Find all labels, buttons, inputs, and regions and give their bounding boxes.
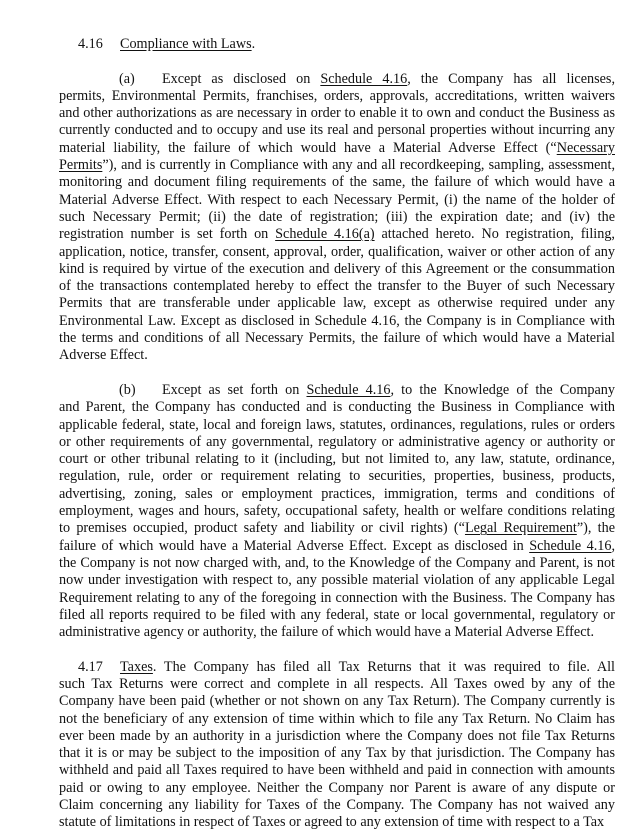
text-line [59, 538, 615, 555]
text-run: filed all reports required to be filed with any federal, state or local governmental, regulatory or [59, 606, 615, 623]
text-run: ever been made by an authority in a jurisdiction where the Company does not file Tax Returns [59, 727, 615, 744]
text-line [59, 244, 615, 261]
text-line [59, 659, 615, 676]
text-run: paid or owing to any employee. Neither the Company nor Parent is aware of any dispute or [59, 779, 615, 796]
section-number: 4.17 [78, 658, 103, 675]
text-run: or other requirements of any governmental, regulatory or administrative agency or authority or [59, 433, 615, 450]
text-run: employment, wages and hours, safety, occupational safety, health or welfare conditions relating [59, 503, 615, 520]
text-run: regulation, rule, order or requirement relating to securities, properties, business, products, [59, 468, 615, 485]
text-line [59, 278, 615, 295]
text-line [59, 607, 615, 624]
text-line [59, 762, 615, 779]
text-line [59, 676, 615, 693]
text-line [59, 503, 615, 520]
paragraph-b [59, 382, 615, 641]
text-run: the terms and conditions of all Necessary Permits, the failure of which would have a Material [59, 330, 615, 347]
text-run: of the transactions contemplated hereby to effect the transfer to the Buyer of such Necessary [59, 278, 615, 295]
text-line [59, 711, 615, 728]
text-line [59, 780, 615, 797]
paragraph-label: (b) [119, 381, 136, 398]
text-line [59, 745, 615, 762]
text-line [59, 451, 615, 468]
text-line [59, 797, 615, 814]
text-line [59, 122, 615, 139]
paragraph-a [59, 71, 615, 365]
text-run: advertising, zoning, sales or employment practices, immigration, terms and conditions of [59, 485, 615, 502]
document-page [59, 36, 615, 832]
text-line [59, 693, 615, 710]
text-run: not the beneficiary of any extension of time within which to file any Tax Return. No Claim has [59, 710, 615, 727]
text-run: permits, Environmental Permits, franchises, orders, approvals, accreditations, written waivers [59, 87, 615, 104]
text-line [59, 88, 615, 105]
underlined-reference: Schedule 4.16(a) [275, 226, 375, 243]
text-run: ”), and is currently in Compliance with any and all recordkeeping, sampling, assessment, [102, 157, 615, 174]
underlined-reference: Schedule 4.16 [306, 381, 391, 398]
text-line [59, 295, 615, 312]
text-run: administrative agency or authority, the failure of which would have a Material Adverse Effect. [59, 624, 594, 641]
text-line [59, 572, 615, 589]
text-run: Requirement relating to any of the foregoing in connection with the Business. The Company has [59, 589, 615, 606]
text-run: , [611, 537, 615, 554]
text-line [59, 261, 615, 278]
text-run: . The Company has filed all Tax Returns that it was required to file. All [152, 658, 615, 675]
text-line [59, 382, 615, 399]
underlined-reference: Legal Requirement [464, 520, 577, 537]
text-run: Except as disclosed on [162, 70, 321, 87]
text-line [59, 520, 615, 537]
text-run: , to the Knowledge of the Company [390, 381, 615, 398]
text-run: Environmental Law. Except as disclosed in Schedule 4.16, the Company is in Compliance with [59, 312, 615, 329]
text-run: Adverse Effect. [59, 347, 148, 364]
text-run: ”), the [576, 520, 615, 537]
text-line [59, 313, 615, 330]
paragraph-label: (a) [119, 70, 135, 87]
text-run: applicable federal, state, local and foreign laws, statutes, ordinances, regulations, rules or orders [59, 416, 615, 433]
section-title: Taxes [120, 658, 153, 675]
text-run: failure of which would have a Material Adverse Effect. Except as disclosed in [59, 537, 530, 554]
text-run: and Parent, the Company has conducted and is conducting the Business in Compliance with [59, 399, 615, 416]
spacer [59, 641, 615, 658]
text-run: now under investigation with respect to, any possible material violation of any applicable Legal [59, 572, 615, 589]
text-run: withheld and paid all Taxes required to have been withheld and paid in connection with amounts [59, 762, 615, 779]
text-line [59, 590, 615, 607]
underlined-reference: Schedule 4.16 [320, 70, 408, 87]
text-run: statute of limitations in respect of Taxes or agreed to any extension of time with respect to a Tax [59, 814, 605, 831]
text-line [59, 814, 615, 831]
text-line [59, 728, 615, 745]
text-run: that it is or may be subject to the imposition of any Tax by that jurisdiction. The Company has [59, 745, 615, 762]
spacer [59, 365, 615, 382]
text-run: Permits that are transferable under applicable law, except as otherwise required under any [59, 295, 615, 312]
text-line [59, 174, 615, 191]
text-run: monitoring and document filing requirements of the same, the failure of which would have a [59, 174, 615, 191]
text-run: Claim concerning any liability for Taxes of the Company. The Company has not waived any [59, 797, 615, 814]
text-line [59, 140, 615, 157]
text-run: currently conducted and to occupy and use its real and personal properties without incurring any [59, 122, 615, 139]
underlined-reference: Permits [59, 157, 103, 174]
text-line [59, 486, 615, 503]
text-run: to premises occupied, product safety and liability or civil rights) (“ [59, 520, 465, 537]
section-4-16-heading: 4.16 Compliance with Laws. [59, 36, 615, 53]
text-line [59, 192, 615, 209]
text-line [59, 434, 615, 451]
text-line [59, 157, 615, 174]
text-run: the Company is not now charged with, and, to the Knowledge of the Company and Parent, is not [59, 554, 615, 571]
section-number: 4.16 [78, 36, 103, 52]
underlined-reference: Necessary [556, 139, 615, 156]
text-line [59, 417, 615, 434]
text-run: material liability, the failure of which would have a Material Adverse Effect (“ [59, 139, 557, 156]
text-line [59, 71, 615, 88]
text-run: Material Adverse Effect. With respect to each Necessary Permit, (i) the name of the holder of [59, 191, 615, 208]
section-title: Compliance with Laws [120, 36, 252, 52]
text-line [59, 555, 615, 572]
text-line [59, 399, 615, 416]
text-line [59, 209, 615, 226]
text-line [59, 226, 615, 243]
text-run: Except as set forth on [162, 381, 307, 398]
text-run: registration number is set forth on [59, 226, 276, 243]
section-4-17 [59, 659, 615, 832]
text-line [59, 105, 615, 122]
text-run: , the Company has all licenses, [407, 70, 615, 87]
text-run: and other authorizations as are necessary in order to enable it to own and conduct the Business as [59, 105, 615, 122]
text-run: such Tax Returns were correct and complete in all respects. All Taxes owed by any of the [59, 675, 615, 692]
text-line [59, 468, 615, 485]
spacer [59, 53, 615, 70]
text-line [59, 330, 615, 347]
text-run: kind is required by virtue of the execution and delivery of this Agreement or the consummation [59, 260, 615, 277]
text-line [59, 347, 615, 364]
text-run: court or other tribunal relating to it (including, but not limited to, any law, statute, ordinance, [59, 451, 615, 468]
text-line [59, 624, 615, 641]
text-run: attached hereto. No registration, filing, [374, 226, 615, 243]
text-run: Company have been paid (whether or not shown on any Tax Return). The Company currently is [59, 693, 615, 710]
underlined-reference: Schedule 4.16 [529, 537, 612, 554]
text-run: application, notice, transfer, consent, approval, order, qualification, waiver or other action of any [59, 243, 615, 260]
text-run: such Necessary Permit; (ii) the date of registration; (iii) the expiration date; and (iv) the [59, 208, 615, 225]
